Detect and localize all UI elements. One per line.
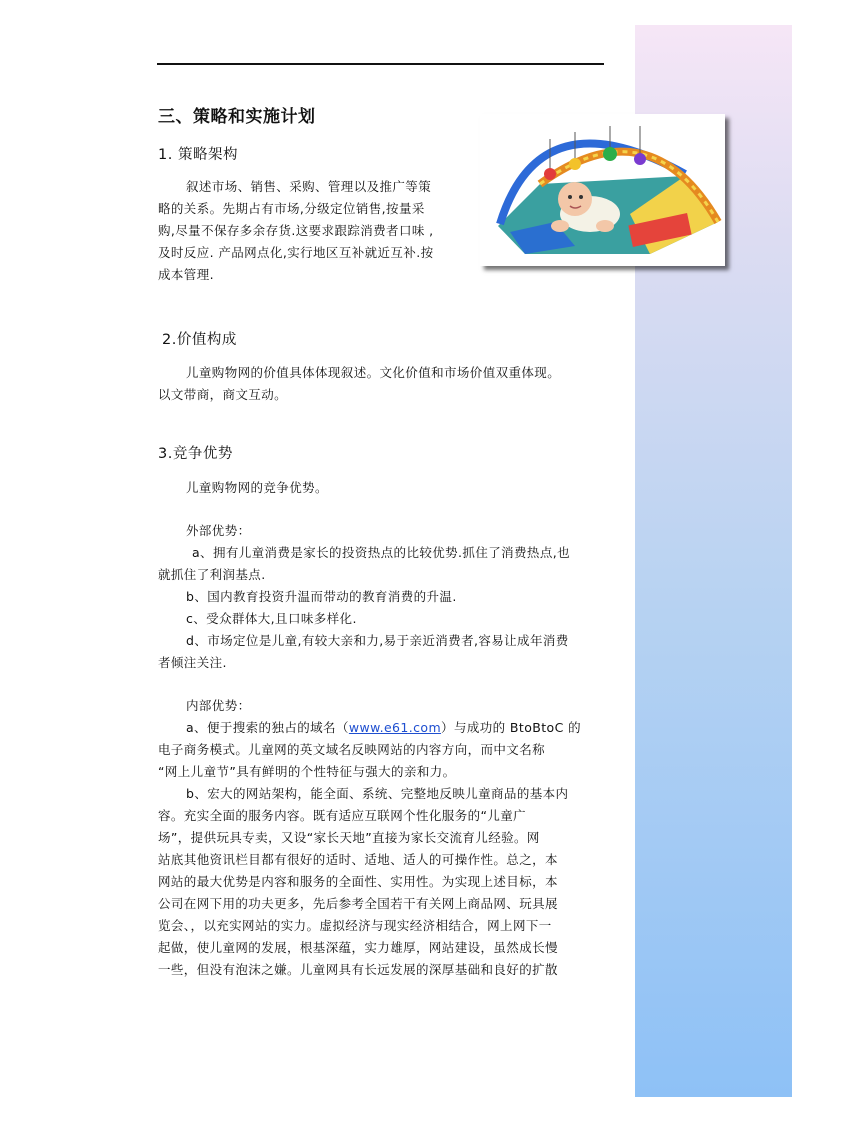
internal-item-line: 网站的最大优势是内容和服务的全面性、实用性。为实现上述目标，本 (158, 874, 558, 889)
external-item-line: 就抓住了利润基点. (158, 567, 266, 582)
paragraph-line: 购,尽量不保存多余存货.这要求跟踪消费者口味 , (158, 223, 434, 238)
internal-item-line: 一些，但没有泡沫之嫌。儿童网具有长远发展的深厚基础和良好的扩散 (158, 962, 558, 977)
paragraph-line: 及时反应. 产品网点化,实行地区互补就近互补.按 (158, 245, 434, 260)
intro-line: 儿童购物网的竞争优势。 (186, 480, 328, 495)
external-item-line: d、市场定位是儿童,有较大亲和力,易于亲近消费者,容易让成年消费 (186, 633, 569, 648)
external-item-line: c、受众群体大,且口味多样化. (186, 611, 357, 626)
external-item-line: 者倾注关注. (158, 655, 227, 670)
internal-item-line: b、宏大的网站架构，能全面、系统、完整地反映儿童商品的基本内 (186, 786, 569, 801)
internal-a-prefix: a、便于搜索的独占的域名（ (186, 720, 349, 735)
internal-advantages-label: 内部优势： (186, 698, 251, 713)
section-2-title: 2.价值构成 (162, 332, 237, 348)
chapter-heading: 三、策略和实施计划 (158, 107, 316, 127)
internal-item-line: 览会、，以充实网站的实力。虚拟经济与现实经济相结合，网上网下一 (158, 918, 552, 933)
paragraph-line: 以文带商，商文互动。 (158, 387, 288, 402)
internal-item-line (158, 717, 608, 739)
section-2-body (158, 362, 608, 406)
internal-item-line: 公司在网下用的功夫更多，先后参考全国若干有关网上商品网、玩具展 (158, 896, 558, 911)
external-item-line: b、国内教育投资升温而带动的教育消费的升温. (186, 589, 457, 604)
internal-item-line: 容。充实全面的服务内容。既有适应互联网个性化服务的“儿童广 (158, 808, 527, 823)
paragraph-line: 略的关系。先期占有市场,分级定位销售,按量采 (158, 201, 425, 216)
external-item-line: a、拥有儿童消费是家长的投资热点的比较优势.抓住了消费热点,也 (192, 545, 571, 560)
header-rule (157, 63, 604, 65)
section-3-body (158, 477, 608, 981)
section-1-body (158, 176, 468, 286)
internal-item-line: 电子商务模式。儿童网的英文域名反映网站的内容方向，而中文名称 (158, 742, 546, 757)
section-1-title: 1. 策略架构 (158, 147, 238, 163)
external-advantages-label: 外部优势： (186, 523, 251, 538)
internal-item-line: “网上儿童节”具有鲜明的个性特征与强大的亲和力。 (158, 764, 456, 779)
internal-a-suffix: ）与成功的 BtoBtoC 的 (441, 720, 581, 735)
internal-item-line: 站底其他资讯栏目都有很好的适时、适地、适人的可操作性。总之，本 (158, 852, 558, 867)
internal-item-line: 起做，使儿童网的发展，根基深蕴，实力雄厚，网站建设，虽然成长慢 (158, 940, 558, 955)
paragraph-line: 儿童购物网的价值具体体现叙述。文化价值和市场价值双重体现。 (186, 365, 561, 380)
paragraph-line: 叙述市场、销售、采购、管理以及推广等策 (186, 179, 432, 194)
section-3-title: 3.竞争优势 (158, 446, 233, 462)
paragraph-line: 成本管理. (158, 267, 214, 282)
baby-play-mat-photo (480, 114, 725, 266)
domain-link[interactable]: www.e61.com (348, 720, 442, 735)
internal-item-line: 场”，提供玩具专卖，又设“家长天地”直接为家长交流育儿经验。网 (158, 830, 540, 845)
